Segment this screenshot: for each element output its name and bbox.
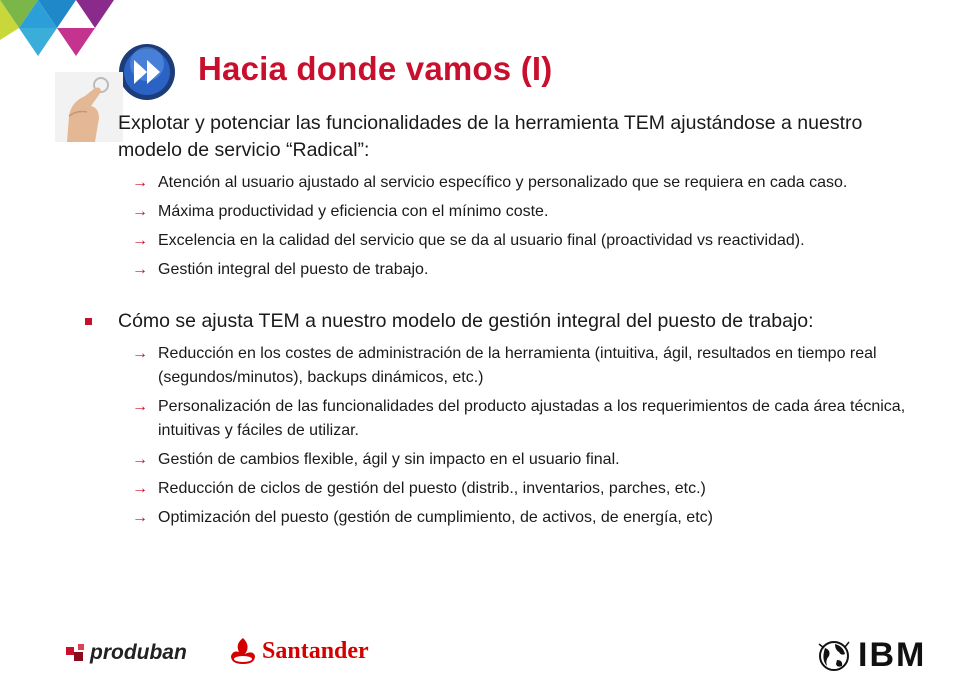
arrow-right-icon: → [132, 203, 148, 220]
santander-logo: Santander [262, 638, 369, 664]
sub-bullet-list [88, 342, 928, 530]
list-item: → Máxima productividad y eficiencia con el mínimo coste. [88, 200, 928, 224]
list-item: → Personalización de las funcionalidades del producto ajustadas a los requerimientos de cada área técnica, intuitivas y fáciles de utilizar. [88, 395, 928, 443]
bullet-section-1 [88, 110, 928, 282]
sub-bullet-list [88, 171, 928, 282]
arrow-right-icon: → [132, 398, 148, 415]
list-item: → Excelencia en la calidad del servicio que se da al usuario final (proactividad vs reactividad). [88, 229, 928, 253]
list-item: → Reducción en los costes de administración de la herramienta (intuitiva, ágil, resultados en tiempo real (segundos/minutos), backups dinámicos, etc.) [88, 342, 928, 390]
arrow-right-icon: → [132, 345, 148, 362]
main-bullet-text: Cómo se ajusta TEM a nuestro modelo de gestión integral del puesto de trabajo: [118, 310, 814, 332]
arrow-right-icon: → [132, 174, 148, 191]
list-item: → Reducción de ciclos de gestión del puesto (distrib., inventarios, parches, etc.) [88, 477, 928, 501]
arrow-right-icon: → [132, 261, 148, 278]
produban-logo: produban [90, 641, 187, 664]
arrow-right-icon: → [132, 480, 148, 497]
list-item: → Optimización del puesto (gestión de cumplimiento, de activos, de energía, etc) [88, 506, 928, 530]
ibm-logo: IBM [858, 636, 927, 674]
arrow-right-icon: → [132, 451, 148, 468]
corner-decoration [0, 0, 130, 60]
main-bullet-text: Explotar y potenciar las funcionalidades de la herramienta TEM ajustándose a nuestro modelo de servicio “Radical”: [118, 112, 863, 161]
arrow-right-icon: → [132, 232, 148, 249]
list-item: → Atención al usuario ajustado al servicio específico y personalizado que se requiera en cada caso. [88, 171, 928, 195]
globe-icon [815, 638, 853, 674]
page-title: Hacia donde vamos (I) [198, 50, 553, 87]
arrow-right-icon: → [132, 509, 148, 526]
list-item: → Gestión integral del puesto de trabajo. [88, 258, 928, 282]
main-bullet-2 [88, 308, 928, 335]
santander-flame-icon [225, 636, 261, 666]
fast-forward-icon [117, 42, 177, 102]
bullet-section-2 [88, 308, 928, 530]
list-item: → Gestión de cambios flexible, ágil y sin impacto en el usuario final. [88, 448, 928, 472]
slide-content [88, 110, 928, 535]
bullet-square-icon [85, 318, 92, 325]
main-bullet-1 [88, 110, 928, 164]
